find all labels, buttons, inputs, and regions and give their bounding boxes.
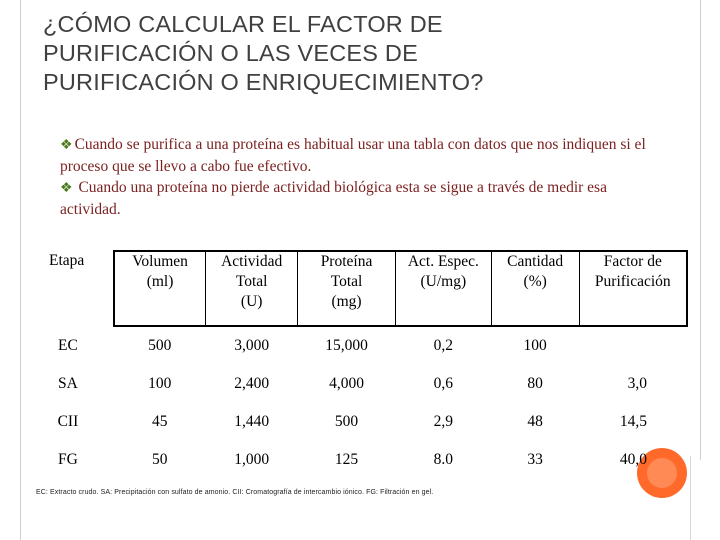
header-line: (ml) bbox=[146, 273, 174, 290]
header-volumen bbox=[114, 251, 206, 326]
header-line: Actividad bbox=[221, 253, 283, 270]
bullet-text-1: Cuando se purifica a una proteína es habitual usar una tabla con datos que nos indiquen si el proceso que se llevo a cabo fue efectivo. bbox=[60, 136, 646, 175]
table-row bbox=[22, 365, 687, 403]
header-line: Act. Espec. bbox=[407, 253, 479, 270]
table-row bbox=[22, 403, 687, 441]
cell-factor: 40,0 bbox=[619, 451, 647, 468]
header-line: (%) bbox=[523, 273, 547, 290]
header-line: Total bbox=[235, 273, 268, 290]
cell-actividad: 2,400 bbox=[234, 375, 270, 392]
table-row bbox=[22, 441, 687, 479]
cell-act-espec: 2,9 bbox=[433, 413, 453, 430]
cell-volumen: 50 bbox=[152, 451, 168, 468]
cell-actividad: 1,000 bbox=[234, 451, 270, 468]
header-line: Proteína bbox=[320, 253, 373, 270]
cell-act-espec: 8.0 bbox=[433, 451, 453, 468]
bullet-list bbox=[60, 134, 660, 220]
header-line: (mg) bbox=[331, 293, 362, 310]
cell-cantidad: 100 bbox=[523, 337, 547, 354]
header-line: (U) bbox=[240, 293, 263, 310]
title-line-2: PURIFICACIÓN O LAS VECES DE bbox=[43, 40, 418, 66]
cell-factor bbox=[579, 326, 687, 365]
cell-etapa: EC bbox=[58, 336, 78, 354]
cell-act-espec: 0,2 bbox=[433, 337, 453, 354]
cell-proteina: 500 bbox=[334, 413, 359, 430]
cell-cantidad: 33 bbox=[527, 451, 543, 468]
right-divider-line bbox=[700, 0, 701, 460]
cell-actividad: 3,000 bbox=[234, 337, 270, 354]
cell-volumen: 100 bbox=[148, 375, 172, 392]
diamond-bullet-icon: ❖ bbox=[60, 138, 73, 153]
table-footnote: EC: Extracto crudo. SA: Precipitación con sulfato de amonio. CII: Cromatografía de intercambio iónico. FG: Filtración en gel. bbox=[36, 489, 434, 496]
header-line: Volumen bbox=[132, 253, 188, 270]
header-act-espec bbox=[395, 251, 491, 326]
header-line: (U/mg) bbox=[420, 273, 467, 290]
cell-factor: 14,5 bbox=[619, 413, 647, 430]
cell-proteina: 125 bbox=[334, 451, 359, 468]
header-etapa bbox=[22, 251, 114, 326]
header-line: Total bbox=[330, 273, 363, 290]
bullet-item-2 bbox=[60, 177, 660, 220]
header-cantidad bbox=[491, 251, 579, 326]
purification-table bbox=[22, 250, 688, 479]
title-line-1: ¿CÓMO CALCULAR EL FACTOR DE bbox=[43, 11, 443, 37]
cell-cantidad: 48 bbox=[527, 413, 543, 430]
left-divider-line bbox=[20, 0, 21, 540]
header-etapa-line: Etapa bbox=[49, 252, 85, 269]
cell-cantidad: 80 bbox=[527, 375, 543, 392]
header-actividad-total bbox=[206, 251, 298, 326]
cell-proteina: 4,000 bbox=[329, 375, 364, 392]
cell-factor: 3,0 bbox=[627, 375, 647, 392]
header-proteina-total bbox=[298, 251, 396, 326]
table-row bbox=[22, 326, 687, 365]
bullet-text-2: Cuando una proteína no pierde actividad biológica esta se sigue a través de medir esa actividad. bbox=[60, 179, 607, 218]
header-line: Cantidad bbox=[507, 253, 564, 270]
table-header-row bbox=[22, 251, 687, 326]
bullet-item-1 bbox=[60, 134, 660, 177]
cell-etapa: FG bbox=[58, 451, 78, 468]
header-line: Factor de bbox=[603, 253, 662, 270]
diamond-bullet-icon: ❖ bbox=[60, 181, 73, 196]
cell-actividad: 1,440 bbox=[234, 413, 270, 430]
cell-proteina: 15,000 bbox=[325, 337, 368, 354]
slide-title bbox=[43, 10, 683, 97]
cell-etapa: CII bbox=[57, 413, 79, 430]
title-line-3: PURIFICACIÓN O ENRIQUECIMIENTO? bbox=[43, 69, 484, 95]
cell-volumen: 500 bbox=[148, 337, 172, 354]
cell-etapa: SA bbox=[58, 375, 78, 392]
decorative-vertical-line bbox=[690, 456, 691, 540]
cell-volumen: 45 bbox=[152, 413, 168, 430]
header-factor-purificacion bbox=[579, 251, 687, 326]
cell-act-espec: 0,6 bbox=[433, 375, 453, 392]
header-line: Purificación bbox=[594, 273, 671, 290]
